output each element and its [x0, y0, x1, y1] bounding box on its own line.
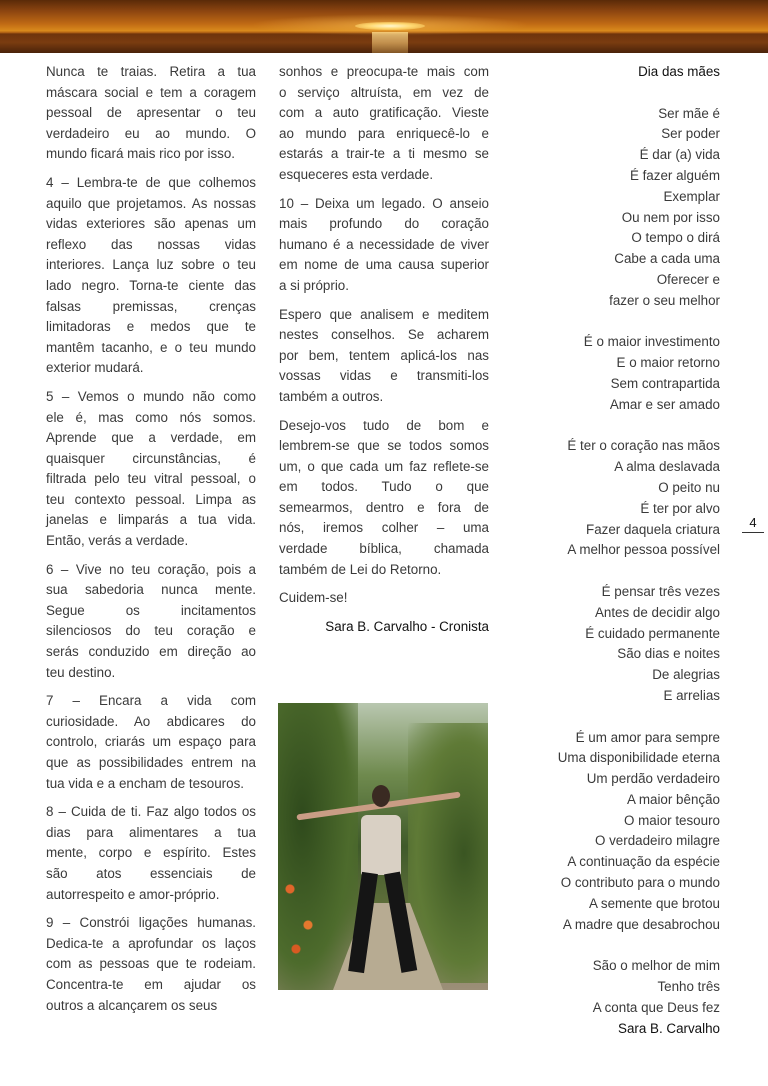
poem-line: E o maior retorno [616, 355, 720, 371]
text-line: mais profundo do coração [279, 216, 489, 232]
sunset-banner-image [0, 0, 768, 53]
poem-line: fazer o seu melhor [609, 292, 720, 308]
poem-title: Dia das mães [638, 64, 720, 79]
paragraph [279, 588, 489, 609]
article-column-2 [279, 62, 489, 637]
text-line: verdadeiro eu ao mundo. O [46, 125, 256, 141]
poem-line: Um perdão verdadeiro [586, 771, 720, 787]
poem-author: Sara B. Carvalho [618, 1020, 720, 1036]
poem-line: A continuação da espécie [567, 854, 720, 870]
text-line: Cuidem-se! [279, 590, 348, 606]
text-line: Aprende que a verdade, em [46, 430, 256, 446]
poem-line: Uma disponibilidade eterna [557, 750, 720, 766]
woman-in-nature-photo [278, 703, 488, 990]
text-line: 9 – Constrói ligações humanas. [46, 915, 256, 931]
text-line: vidas exteriores são apenas um [46, 216, 256, 232]
text-line: falsas premissas, crenças [46, 298, 256, 314]
poem-line: A madre que desabrochou [562, 916, 720, 932]
text-line: em todos. Tudo o que [279, 479, 489, 495]
article-column-1 [46, 62, 256, 1024]
poem-line: A conta que Deus fez [592, 999, 720, 1015]
text-line: humano é a necessidade de viver [279, 236, 489, 252]
poem-line: Exemplar [663, 188, 720, 204]
text-line: vossas vidas e transmiti-los [279, 368, 489, 384]
text-line: com as pessoas que te rodeiam. [46, 956, 256, 972]
poem-line: É pensar três vezes [601, 583, 720, 599]
text-line: lado negro. Torna-te ciente das [46, 277, 256, 293]
poem-line: Sem contrapartida [610, 375, 720, 391]
text-line: dias para alimentares a tua [46, 824, 256, 840]
text-line: limitadoras e medos que te [46, 319, 256, 335]
text-line: sonhos e preocupa-te mais com [279, 64, 489, 79]
text-line: 8 – Cuida de ti. Faz algo todos os [46, 804, 256, 820]
text-line: Nunca te traias. Retira a tua [46, 64, 256, 79]
poem-line: O peito nu [658, 479, 720, 495]
text-line: aquilo que projetamos. As nossas [46, 195, 256, 211]
poem-line: A semente que brotou [588, 895, 720, 911]
text-line: outros a alcançarem os seus [46, 997, 218, 1013]
poem-dia-das-maes [558, 62, 720, 1039]
poem-line: Ser poder [661, 126, 720, 142]
text-line: sua sabedoria nunca mente. [46, 582, 256, 598]
text-line: Segue os incitamentos [46, 602, 256, 618]
poem-stanza [558, 956, 720, 1018]
poem-line: O contributo para o mundo [560, 875, 720, 891]
poem-line: E arrelias [663, 687, 720, 703]
paragraph [46, 913, 256, 1016]
text-line: filtrada pelo teu vitral pessoal, o [46, 471, 256, 487]
text-line: Desejo-vos tudo de bom e [279, 417, 489, 433]
paragraph [279, 194, 489, 297]
poem-line: É ter o coração nas mãos [567, 438, 720, 454]
poem-line: O maior tesouro [623, 812, 720, 828]
poem-stanza [558, 436, 720, 561]
poem-stanza [558, 728, 720, 936]
text-line: Dedica-te a aprofundar os laços [46, 935, 256, 951]
text-line: nestes conselhos. Se acharem [279, 327, 489, 343]
text-line: exterior mudará. [46, 360, 144, 376]
text-line: interiores. Lança luz sobre o teu [46, 257, 256, 273]
poem-line: Fazer daquela criatura [586, 521, 720, 537]
text-line: que as possibilidades entrem na [46, 755, 256, 770]
paragraph [46, 802, 256, 905]
text-line: também de Lei do Retorno. [279, 561, 442, 577]
poem-line: É cuidado permanente [585, 625, 720, 641]
text-line: a si próprio. [279, 277, 349, 293]
text-line: estarás a trair-te a ti mesmo se [279, 146, 489, 162]
text-line: tua vida e a encham de tesouros. [46, 775, 245, 791]
text-line: lembrem-se que se todos somos [279, 438, 489, 454]
poem-line: Ou nem por isso [621, 209, 720, 225]
text-line: em nome de uma causa superior [279, 257, 489, 273]
text-line: quaisquer circunstâncias, é [46, 450, 256, 466]
text-line: nós, iremos colher – uma [279, 520, 489, 536]
poem-line: O verdadeiro milagre [594, 833, 720, 849]
poem-line: É o maior investimento [583, 334, 720, 350]
poem-line: O tempo o dirá [631, 230, 720, 246]
poem-line: Oferecer e [656, 271, 720, 287]
text-line: janelas e limparás a tua vida. [46, 512, 256, 528]
paragraph [46, 173, 256, 379]
poem-line: É dar (a) vida [639, 147, 720, 163]
text-line: também a outros. [279, 388, 384, 404]
text-line: verdade bíblica, chamada [279, 541, 489, 557]
text-line: 5 – Vemos o mundo não como [46, 388, 256, 404]
paragraph [279, 305, 489, 408]
poem-line: É fazer alguém [629, 167, 720, 183]
text-line: Concentra-te em ajudar os [46, 976, 256, 992]
text-line: curiosidade. Ao abdicares do [46, 713, 256, 729]
poem-line: É ter por alvo [640, 500, 720, 516]
paragraph [46, 691, 256, 794]
paragraph [46, 387, 256, 552]
poem-line: Tenho três [657, 979, 720, 995]
sun [355, 22, 425, 30]
text-line: um, o que cada um faz reflete-se [279, 458, 489, 474]
text-line: controlo, criarás um espaço para [46, 734, 256, 750]
text-line: mundo ficará mais rico por isso. [46, 146, 236, 162]
poem-line: A melhor pessoa possível [567, 542, 720, 558]
text-line: máscara social e tem a coragem [46, 84, 256, 100]
paragraph [279, 416, 489, 581]
poem-stanza [558, 582, 720, 707]
poem-line: De alegrias [652, 667, 720, 683]
poem-stanza [558, 332, 720, 415]
text-line: esqueceres esta verdade. [279, 166, 434, 182]
paragraph [46, 62, 256, 165]
poem-line: Amar e ser amado [609, 396, 720, 412]
text-line: semearmos, dentro e fora de [279, 499, 489, 515]
poem-stanza [558, 104, 720, 312]
paragraph [279, 62, 489, 186]
text-line: teu destino. [46, 664, 116, 680]
text-line: mantêm tacanho, e o teu mundo [46, 339, 256, 355]
text-line: o serviço altruísta, em vez de [279, 84, 489, 100]
page-number: 4 [742, 515, 764, 533]
text-line: ao mundo para enriquecê-lo e [279, 125, 489, 141]
text-line: Espero que analisem e meditem [279, 306, 489, 322]
text-line: por bem, tentem aplicá-los nas [279, 347, 489, 363]
article-signature: Sara B. Carvalho - Cronista [325, 618, 489, 634]
poem-line: São o melhor de mim [592, 958, 720, 974]
poem-line: A alma deslavada [614, 459, 720, 475]
text-line: com a auto gratificação. Vieste [279, 105, 489, 121]
text-line: Então, verás a verdade. [46, 533, 189, 549]
text-line: 6 – Vive no teu coração, pois a [46, 561, 256, 577]
poem-line: Cabe a cada uma [614, 251, 720, 267]
text-line: são atos essenciais de [46, 865, 256, 881]
text-line: reflexo das nossas vidas [46, 236, 256, 252]
text-line: 10 – Deixa um legado. O anseio [279, 195, 489, 211]
poem-line: A maior bênção [626, 791, 720, 807]
text-line: teu contexto pessoal. Limpa as [46, 491, 256, 507]
poem-line: Antes de decidir algo [594, 604, 720, 620]
text-line: 4 – Lembra-te de que colhemos [46, 174, 256, 190]
text-line: mente, corpo e espírito. Estes [46, 845, 256, 861]
paragraph [46, 560, 256, 684]
text-line: ele é, mas como nós somos. [46, 409, 256, 425]
text-line: autorrespeito e amor-próprio. [46, 886, 220, 902]
poem-line: São dias e noites [617, 646, 720, 662]
poem-line: É um amor para sempre [575, 729, 720, 745]
poem-line: Ser mãe é [658, 105, 720, 121]
text-line: 7 – Encara a vida com [46, 693, 256, 709]
text-line: pessoal de apresentar o teu [46, 105, 256, 121]
text-line: serás conduzido em direção ao [46, 644, 256, 660]
text-line: silenciosos do teu coração e [46, 623, 256, 639]
